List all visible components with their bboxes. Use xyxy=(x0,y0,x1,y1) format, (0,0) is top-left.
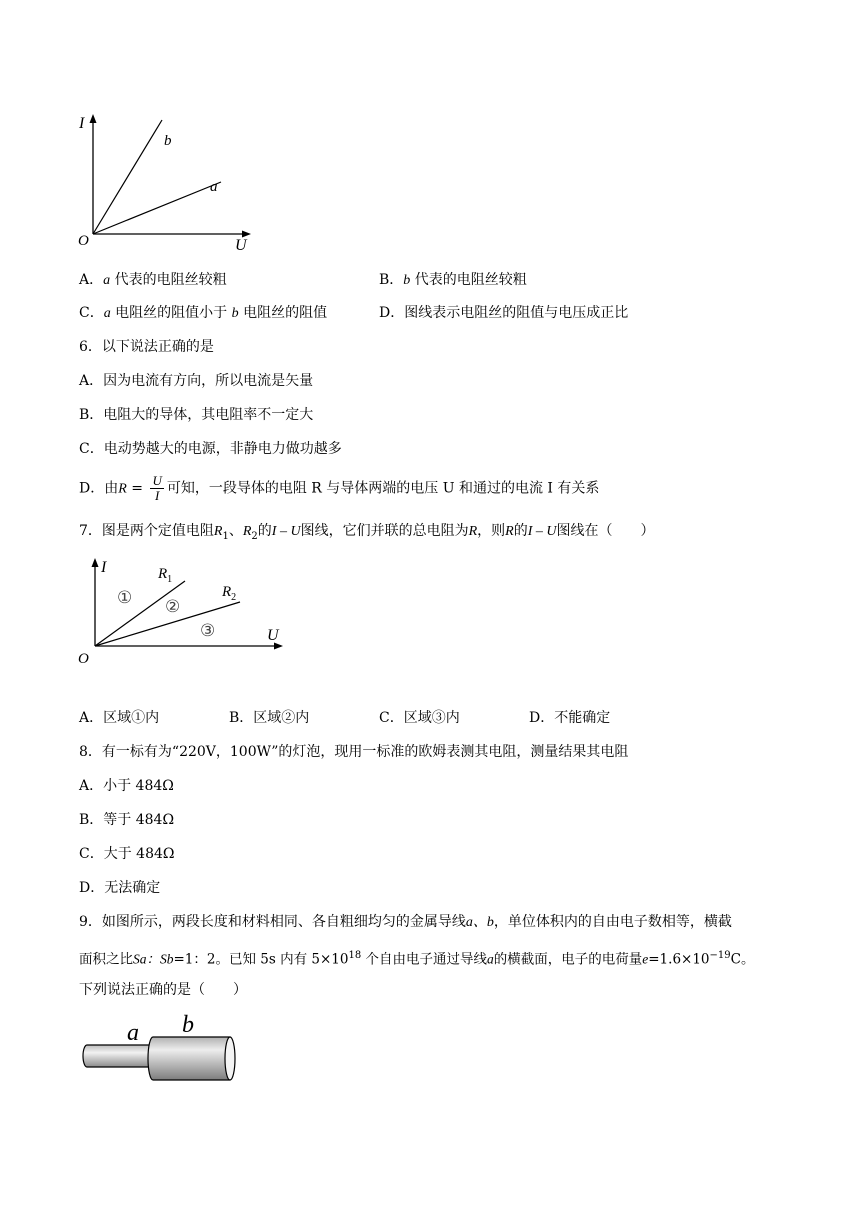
q8-option-c[interactable]: C．大于 484Ω xyxy=(79,846,175,862)
q9-label-b: b xyxy=(182,1012,194,1038)
q7-r2-label: $R_2$ xyxy=(222,584,237,603)
q7-option-c[interactable]: C．区域③内 xyxy=(379,710,460,726)
q9-stem-line-2: 面积之比Sa：Sb=1：2。已知 5s 内有 $5\times 10^{18}$ 个自由电子通过导线a的横截面，电子的电荷量$e=1.6\times 10^{-19}C$。 xyxy=(79,950,755,968)
q5-origin-label: O xyxy=(78,233,89,249)
q8-option-a[interactable]: A．小于 484Ω xyxy=(79,778,174,794)
q9-label-a: a xyxy=(127,1020,139,1046)
q7-region-1: ① xyxy=(117,588,133,607)
q8-option-d[interactable]: D．无法确定 xyxy=(79,880,161,896)
q7-iu-graph xyxy=(75,552,295,672)
q7-y-label: I xyxy=(101,559,107,576)
q7-region-3: ③ xyxy=(200,621,216,640)
q7-option-b[interactable]: B．区域②内 xyxy=(229,710,310,726)
q9-wire-a xyxy=(83,1045,153,1067)
q5-iu-graph xyxy=(75,108,265,258)
q5-x-label: U xyxy=(235,237,247,254)
q6-option-a[interactable]: A．因为电流有方向，所以电流是矢量 xyxy=(79,373,314,389)
q5-line-b-label: b xyxy=(164,133,172,149)
q8-stem: 8．有一标有为“220V，100W”的灯泡，现用一标准的欧姆表测其电阻，测量结果其电阻 xyxy=(79,744,629,760)
q5-y-label: I xyxy=(79,115,85,132)
q6-option-d[interactable]: D．由R = $\frac{U}{I}$ 可知，一段导体的电阻 R 与导体两端的电压 U 和通过的电流 I 有关系 xyxy=(79,473,600,503)
q9-wire-b xyxy=(148,1037,235,1080)
fraction-u-over-i: $\frac{U}{I}$ xyxy=(152,473,162,503)
q5-y-arrow xyxy=(90,114,97,123)
q7-r1-label: $R_1$ xyxy=(158,566,173,585)
q5-option-a[interactable]: A．a 代表的电阻丝较粗 xyxy=(79,272,227,288)
q7-region-2: ② xyxy=(165,597,181,616)
q7-origin-label: O xyxy=(78,651,89,667)
q5-line-b xyxy=(93,120,162,234)
q5-line-a xyxy=(93,182,221,234)
q5-line-a-label: a xyxy=(210,179,218,195)
q7-y-arrow xyxy=(92,558,99,567)
q6-option-c[interactable]: C．电动势越大的电源，非静电力做功越多 xyxy=(79,441,342,457)
q6-stem: 6．以下说法正确的是 xyxy=(79,339,214,355)
q8-option-b[interactable]: B．等于 484Ω xyxy=(79,812,175,828)
q5-option-b[interactable]: B．b 代表的电阻丝较粗 xyxy=(379,272,527,288)
q9-stem-line-3: 下列说法正确的是（ ） xyxy=(79,982,247,998)
q9-wire-figure xyxy=(75,1010,245,1090)
q7-option-a[interactable]: A．区域①内 xyxy=(79,710,160,726)
q6-option-b[interactable]: B．电阻大的导体，其电阻率不一定大 xyxy=(79,407,314,423)
q7-option-d[interactable]: D．不能确定 xyxy=(529,710,611,726)
q9-stem-line-1: 9．如图所示，两段长度和材料相同、各自粗细均匀的金属导线a、b，单位体积内的自由电子数相等，横截 xyxy=(79,914,732,930)
q5-option-d[interactable]: D．图线表示电阻丝的阻值与电压成正比 xyxy=(379,305,629,321)
q7-x-label: U xyxy=(267,627,279,644)
q7-stem: 7．图是两个定值电阻$R_1$、$R_2$的I – U图线，它们并联的总电阻为R，则R的I – U图线在（ ） xyxy=(79,523,655,542)
q5-option-c[interactable]: C．a 电阻丝的阻值小于 b 电阻丝的阻值 xyxy=(79,305,328,321)
